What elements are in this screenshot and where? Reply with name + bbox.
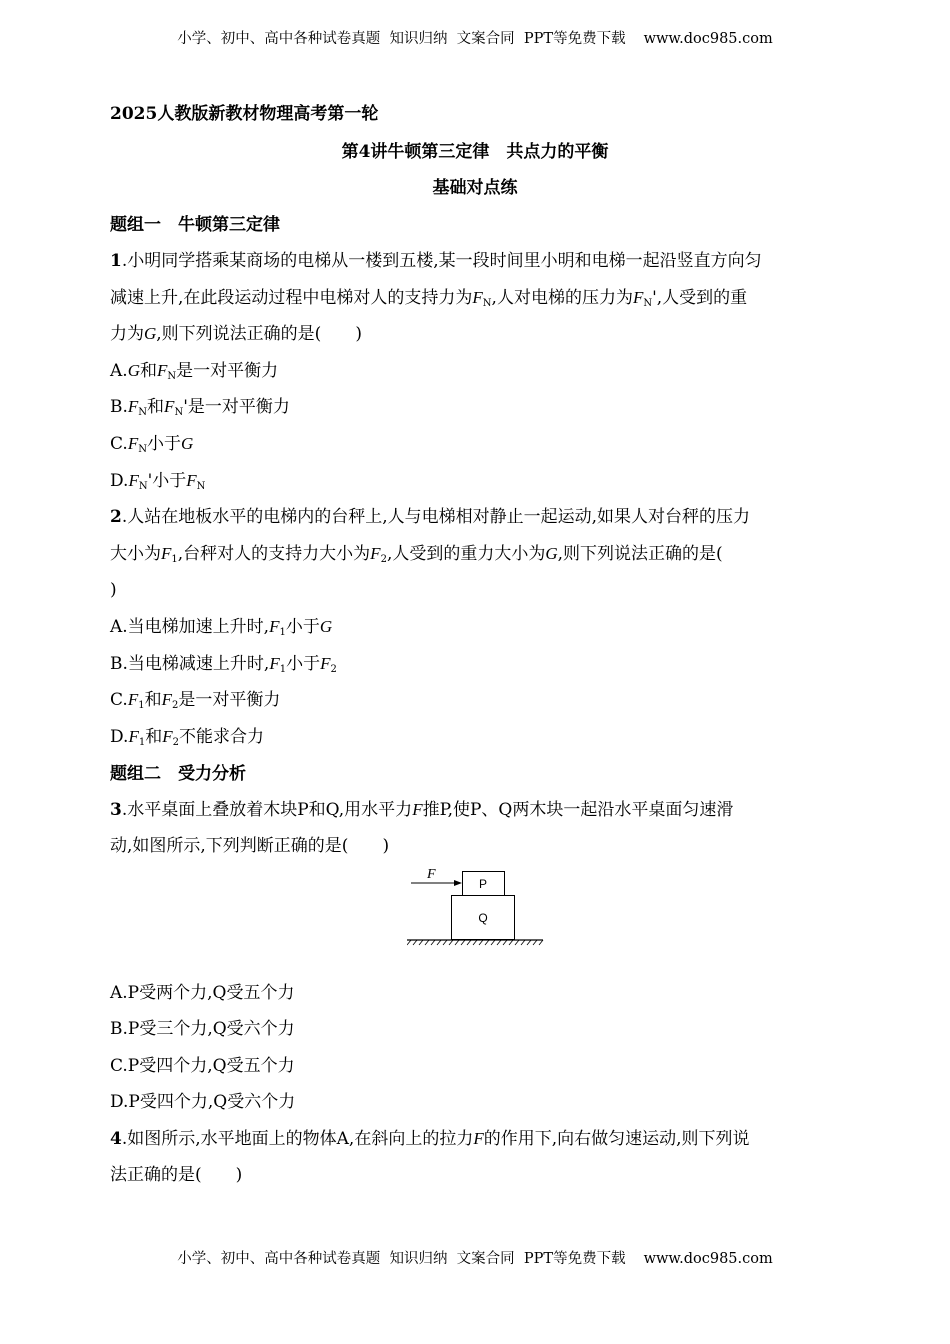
q3-line1: 3.水平桌面上叠放着木块P和Q,用水平力F推P,使P、Q两木块一起沿水平桌面匀速滑 — [110, 800, 734, 820]
block-p-label: P — [478, 877, 488, 891]
q2-option-a[interactable]: A.当电梯加速上升时$,F_1$小于G — [110, 617, 333, 638]
ground-hatching — [407, 940, 543, 945]
q3-option-c[interactable]: C.P受四个力,Q受五个力 — [110, 1056, 295, 1076]
force-arrow-head — [454, 880, 462, 886]
lecture-title: 第4讲牛顿第三定律 共点力的平衡 — [341, 142, 609, 162]
q3-number: 3 — [110, 800, 122, 820]
q1-line3: 力为G,则下列说法正确的是( ) — [110, 324, 362, 344]
q1-option-b[interactable]: $B.F_N$和$F_N'$是一对平衡力 — [110, 397, 290, 418]
q2-line2: 大小为$F_1$,台秤对人的支持力大小为$F_2$,人受到的重力大小为G,则下列说法正确的是( — [110, 544, 723, 565]
series-title: 2025人教版新教材物理高考第一轮 — [110, 104, 379, 124]
q3-figure-blocks — [407, 865, 547, 951]
block-q-label: Q — [478, 911, 488, 925]
q3-option-b[interactable]: B.P受三个力,Q受六个力 — [110, 1019, 295, 1039]
q1-option-c[interactable]: $C.F_N$小于G — [110, 434, 194, 455]
q3-option-a[interactable]: A.P受两个力,Q受五个力 — [110, 983, 295, 1003]
group2-title: 题组二 受力分析 — [110, 764, 246, 784]
header-text: 小学、初中、高中各种试卷真题 知识归纳 文案合同 PPT等免费下载 — [177, 31, 626, 47]
q1-option-a[interactable]: A.G和$F_N$是一对平衡力 — [110, 361, 279, 382]
page-header — [0, 27, 950, 48]
q2-line3: ) — [110, 580, 117, 600]
q4-line1: 4.如图所示,水平地面上的物体A,在斜向上的拉力F的作用下,向右做匀速运动,则下列说 — [110, 1129, 750, 1149]
group1-title: 题组一 牛顿第三定律 — [110, 215, 280, 235]
q1-number: 1 — [110, 251, 122, 271]
section-title: 基础对点练 — [432, 178, 518, 198]
q4-line2: 法正确的是( ) — [110, 1165, 243, 1185]
q2-option-b[interactable]: B.当电梯减速上升时$,F_1$小于$F_2$ — [110, 654, 337, 675]
q2-option-c[interactable]: $C.F_1$和$F_2$是一对平衡力 — [110, 690, 281, 711]
q2-option-d[interactable]: $D.F_1$和$F_2$不能求合力 — [110, 727, 264, 748]
header-site: www.doc985.com — [643, 31, 773, 47]
q1-line1: 1.小明同学搭乘某商场的电梯从一楼到五楼,某一段时间里小明和电梯一起沿竖直方向匀 — [110, 251, 762, 271]
q2-line1: 2.人站在地板水平的电梯内的台秤上,人与电梯相对静止一起运动,如果人对台秤的压力 — [110, 507, 751, 527]
figure-force-label: F — [427, 867, 436, 882]
q3-line2: 动,如图所示,下列判断正确的是( ) — [110, 836, 390, 856]
page-footer — [0, 1247, 950, 1268]
q1-option-d[interactable]: $D.F_N'$小于$F_N$ — [110, 471, 206, 492]
q3-option-d[interactable]: D.P受四个力,Q受六个力 — [110, 1092, 296, 1112]
q2-number: 2 — [110, 507, 122, 527]
footer-site: www.doc985.com — [643, 1251, 773, 1267]
footer-text: 小学、初中、高中各种试卷真题 知识归纳 文案合同 PPT等免费下载 — [177, 1251, 626, 1267]
q1-line2: 减速上升,在此段运动过程中电梯对人的支持力为$F_N$,人对电梯的压力为$F_N'$,人受到的重 — [110, 288, 748, 309]
q4-number: 4 — [110, 1129, 122, 1149]
